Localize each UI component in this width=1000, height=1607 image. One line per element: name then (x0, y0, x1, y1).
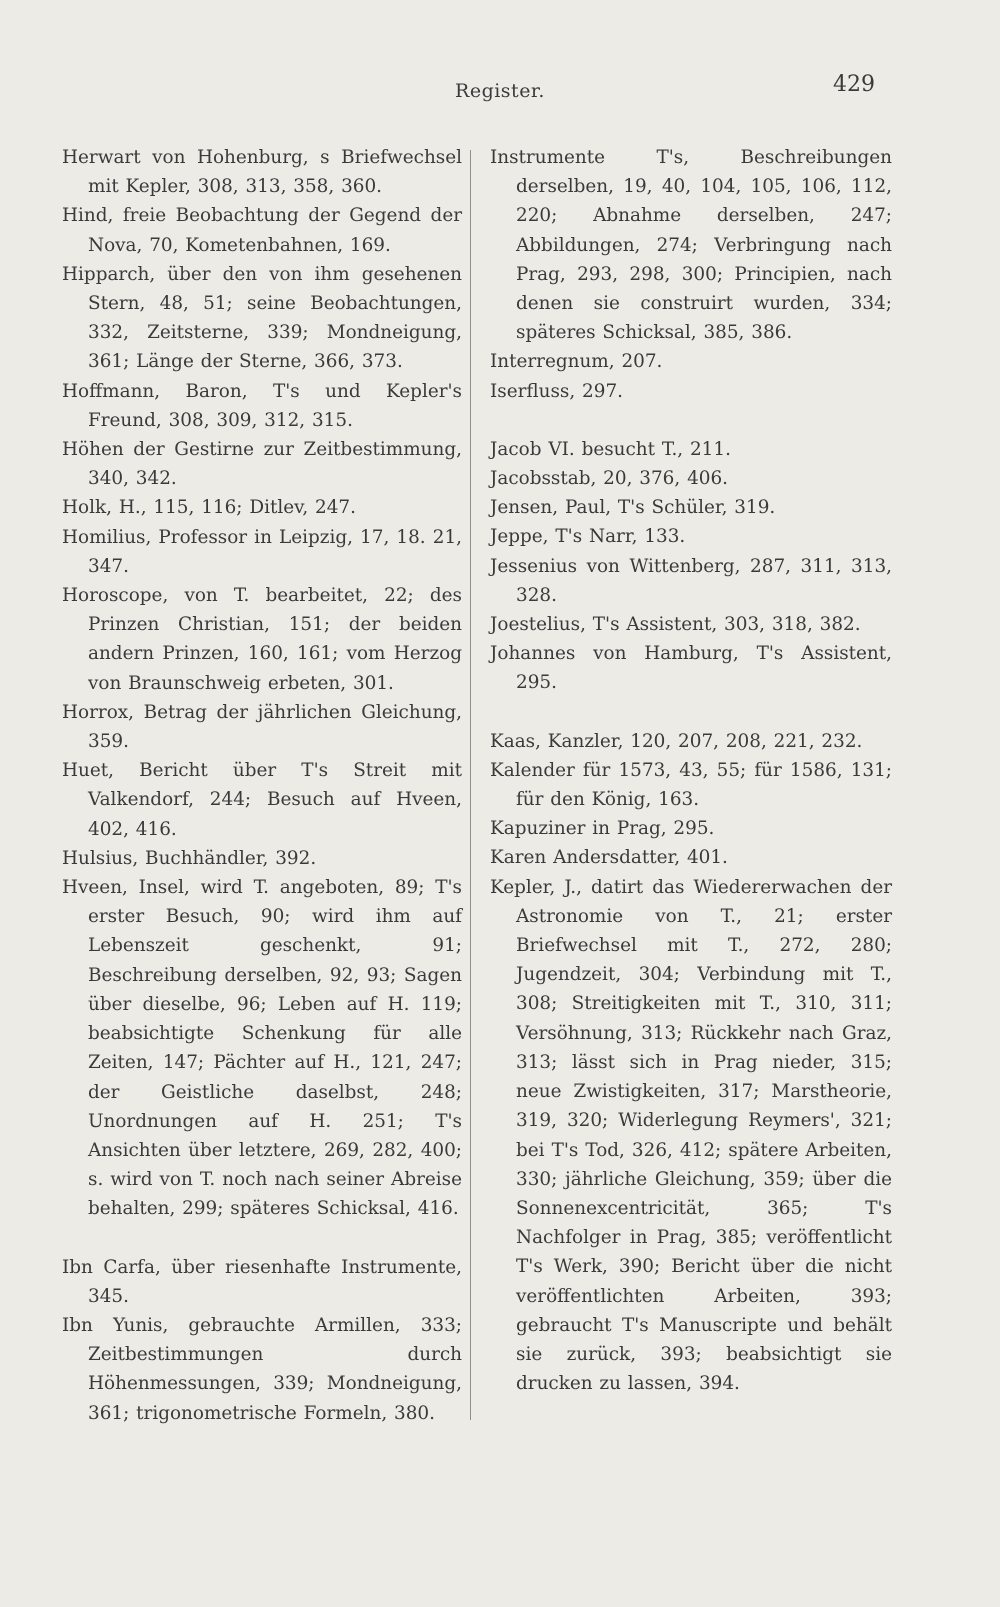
running-header: Register. (455, 80, 545, 102)
index-entry: Kaas, Kanzler, 120, 207, 208, 221, 232. (490, 730, 863, 752)
index-entry: Iserfluss, 297. (490, 380, 624, 402)
index-entry: Kepler, J., datirt das Wiedererwachen der Astronomie von T., 21; erster Briefwechsel mit T., 272, 280; Jugendzeit, 304; Verbindung mit T., 308; Streitigkeiten mit T., 310, 311; Versöhnung, 313; Rückkehr nach Graz, 313; lässt sich in Prag nieder, 315; neue Zwistigkeiten, 317; Marstheorie, 319, 320; Widerlegung Reymers', 321; bei T's Tod, 326, 412; spätere Arbeiten, 330; jährliche Gleichung, 359; über die Sonnenexcentricität, 365; T's Nachfolger in Prag, 385; veröffentlicht T's Werk, 390; Bericht über die nicht veröffentlichten Arbeiten, 393; gebraucht T's Manuscripte und behält sie zurück, 393; beabsichtigt sie drucken zu lassen, 394. (490, 876, 892, 1395)
index-entry: Jacob VI. besucht T., 211. (490, 438, 731, 460)
index-entry: Jessenius von Wittenberg, 287, 311, 313, 328. (490, 555, 892, 606)
right-group-k (490, 727, 892, 1399)
index-entry: Huet, Bericht über T's Streit mit Valkendorf, 244; Besuch auf Hveen, 402, 416. (62, 760, 462, 840)
index-entry: Hoffmann, Baron, T's und Kepler's Freund, 308, 309, 312, 315. (62, 380, 462, 431)
index-entry: Kapuziner in Prag, 295. (490, 818, 715, 840)
index-entry: Jacobsstab, 20, 376, 406. (490, 468, 729, 490)
index-entry: Johannes von Hamburg, T's Assistent, 295. (490, 643, 892, 694)
section-gap (490, 698, 892, 727)
right-group-j (490, 435, 892, 698)
index-entry: Hind, freie Beobachtung der Gegend der Nova, 70, Kometenbahnen, 169. (62, 205, 462, 256)
index-entry: Homilius, Professor in Leipzig, 17, 18. 21, 347. (62, 526, 462, 577)
index-entry: Karen Andersdatter, 401. (490, 847, 728, 869)
right-group-i (490, 143, 892, 406)
section-gap (62, 1224, 462, 1253)
left-group-i (62, 1253, 462, 1428)
index-entry: Instrumente T's, Beschreibungen derselben, 19, 40, 104, 105, 106, 112, 220; Abnahme derselben, 247; Abbildungen, 274; Verbringung nach Prag, 293, 298, 300; Principien, nach denen sie construirt wurden, 334; späteres Schicksal, 385, 386. (490, 147, 892, 344)
index-entry: Jensen, Paul, T's Schüler, 319. (490, 497, 776, 519)
index-entry: Interregnum, 207. (490, 351, 663, 373)
page-number: 429 (833, 72, 875, 97)
index-entry: Horrox, Betrag der jährlichen Gleichung, 359. (62, 701, 462, 753)
left-group-h (62, 143, 462, 1224)
index-entry: Ibn Yunis, gebrauchte Armillen, 333; Zeitbestimmungen durch Höhenmessungen, 339; Mondneigung, 361; trigonometrische Formeln, 380. (62, 1314, 462, 1424)
index-entry: Joestelius, T's Assistent, 303, 318, 382. (490, 614, 861, 636)
index-entry: Hulsius, Buchhändler, 392. (62, 847, 317, 869)
index-entry: Hveen, Insel, wird T. angeboten, 89; T's erster Besuch, 90; wird ihm auf Lebenszeit geschenkt, 91; Beschreibung derselben, 92, 93; Sagen über dieselbe, 96; Leben auf H. 119; beabsichtigte Schenkung für alle Zeiten, 147; Pächter auf H., 121, 247; der Geistliche daselbst, 248; Unordnungen auf H. 251; T's Ansichten über letztere, 269, 282, 400; s. wird von T. noch nach seiner Abreise behalten, 299; späteres Schicksal, 416. (62, 877, 462, 1220)
index-entry: Jeppe, T's Narr, 133. (490, 526, 686, 548)
right-column (490, 143, 892, 1398)
index-entry: Höhen der Gestirne zur Zeitbestimmung, 340, 342. (62, 439, 462, 490)
left-column (62, 143, 462, 1428)
index-entry: Holk, H., 115, 116; Ditlev, 247. (62, 497, 356, 519)
index-entry: Ibn Carfa, über riesenhafte Instrumente, 345. (62, 1256, 462, 1307)
index-entry: Herwart von Hohenburg, s Briefwechsel mit Kepler, 308, 313, 358, 360. (62, 147, 462, 198)
index-entry: Hipparch, über den von ihm gesehenen Stern, 48, 51; seine Beobachtungen, 332, Zeitsterne, 339; Mondneigung, 361; Länge der Sterne, 366, 373. (62, 263, 462, 373)
column-divider (470, 150, 471, 1420)
section-gap (490, 406, 892, 435)
index-entry: Kalender für 1573, 43, 55; für 1586, 131; für den König, 163. (490, 759, 892, 811)
index-entry: Horoscope, von T. bearbeitet, 22; des Prinzen Christian, 151; der beiden andern Prinzen, 160, 161; vom Herzog von Braunschweig erbeten, 301. (62, 585, 462, 694)
